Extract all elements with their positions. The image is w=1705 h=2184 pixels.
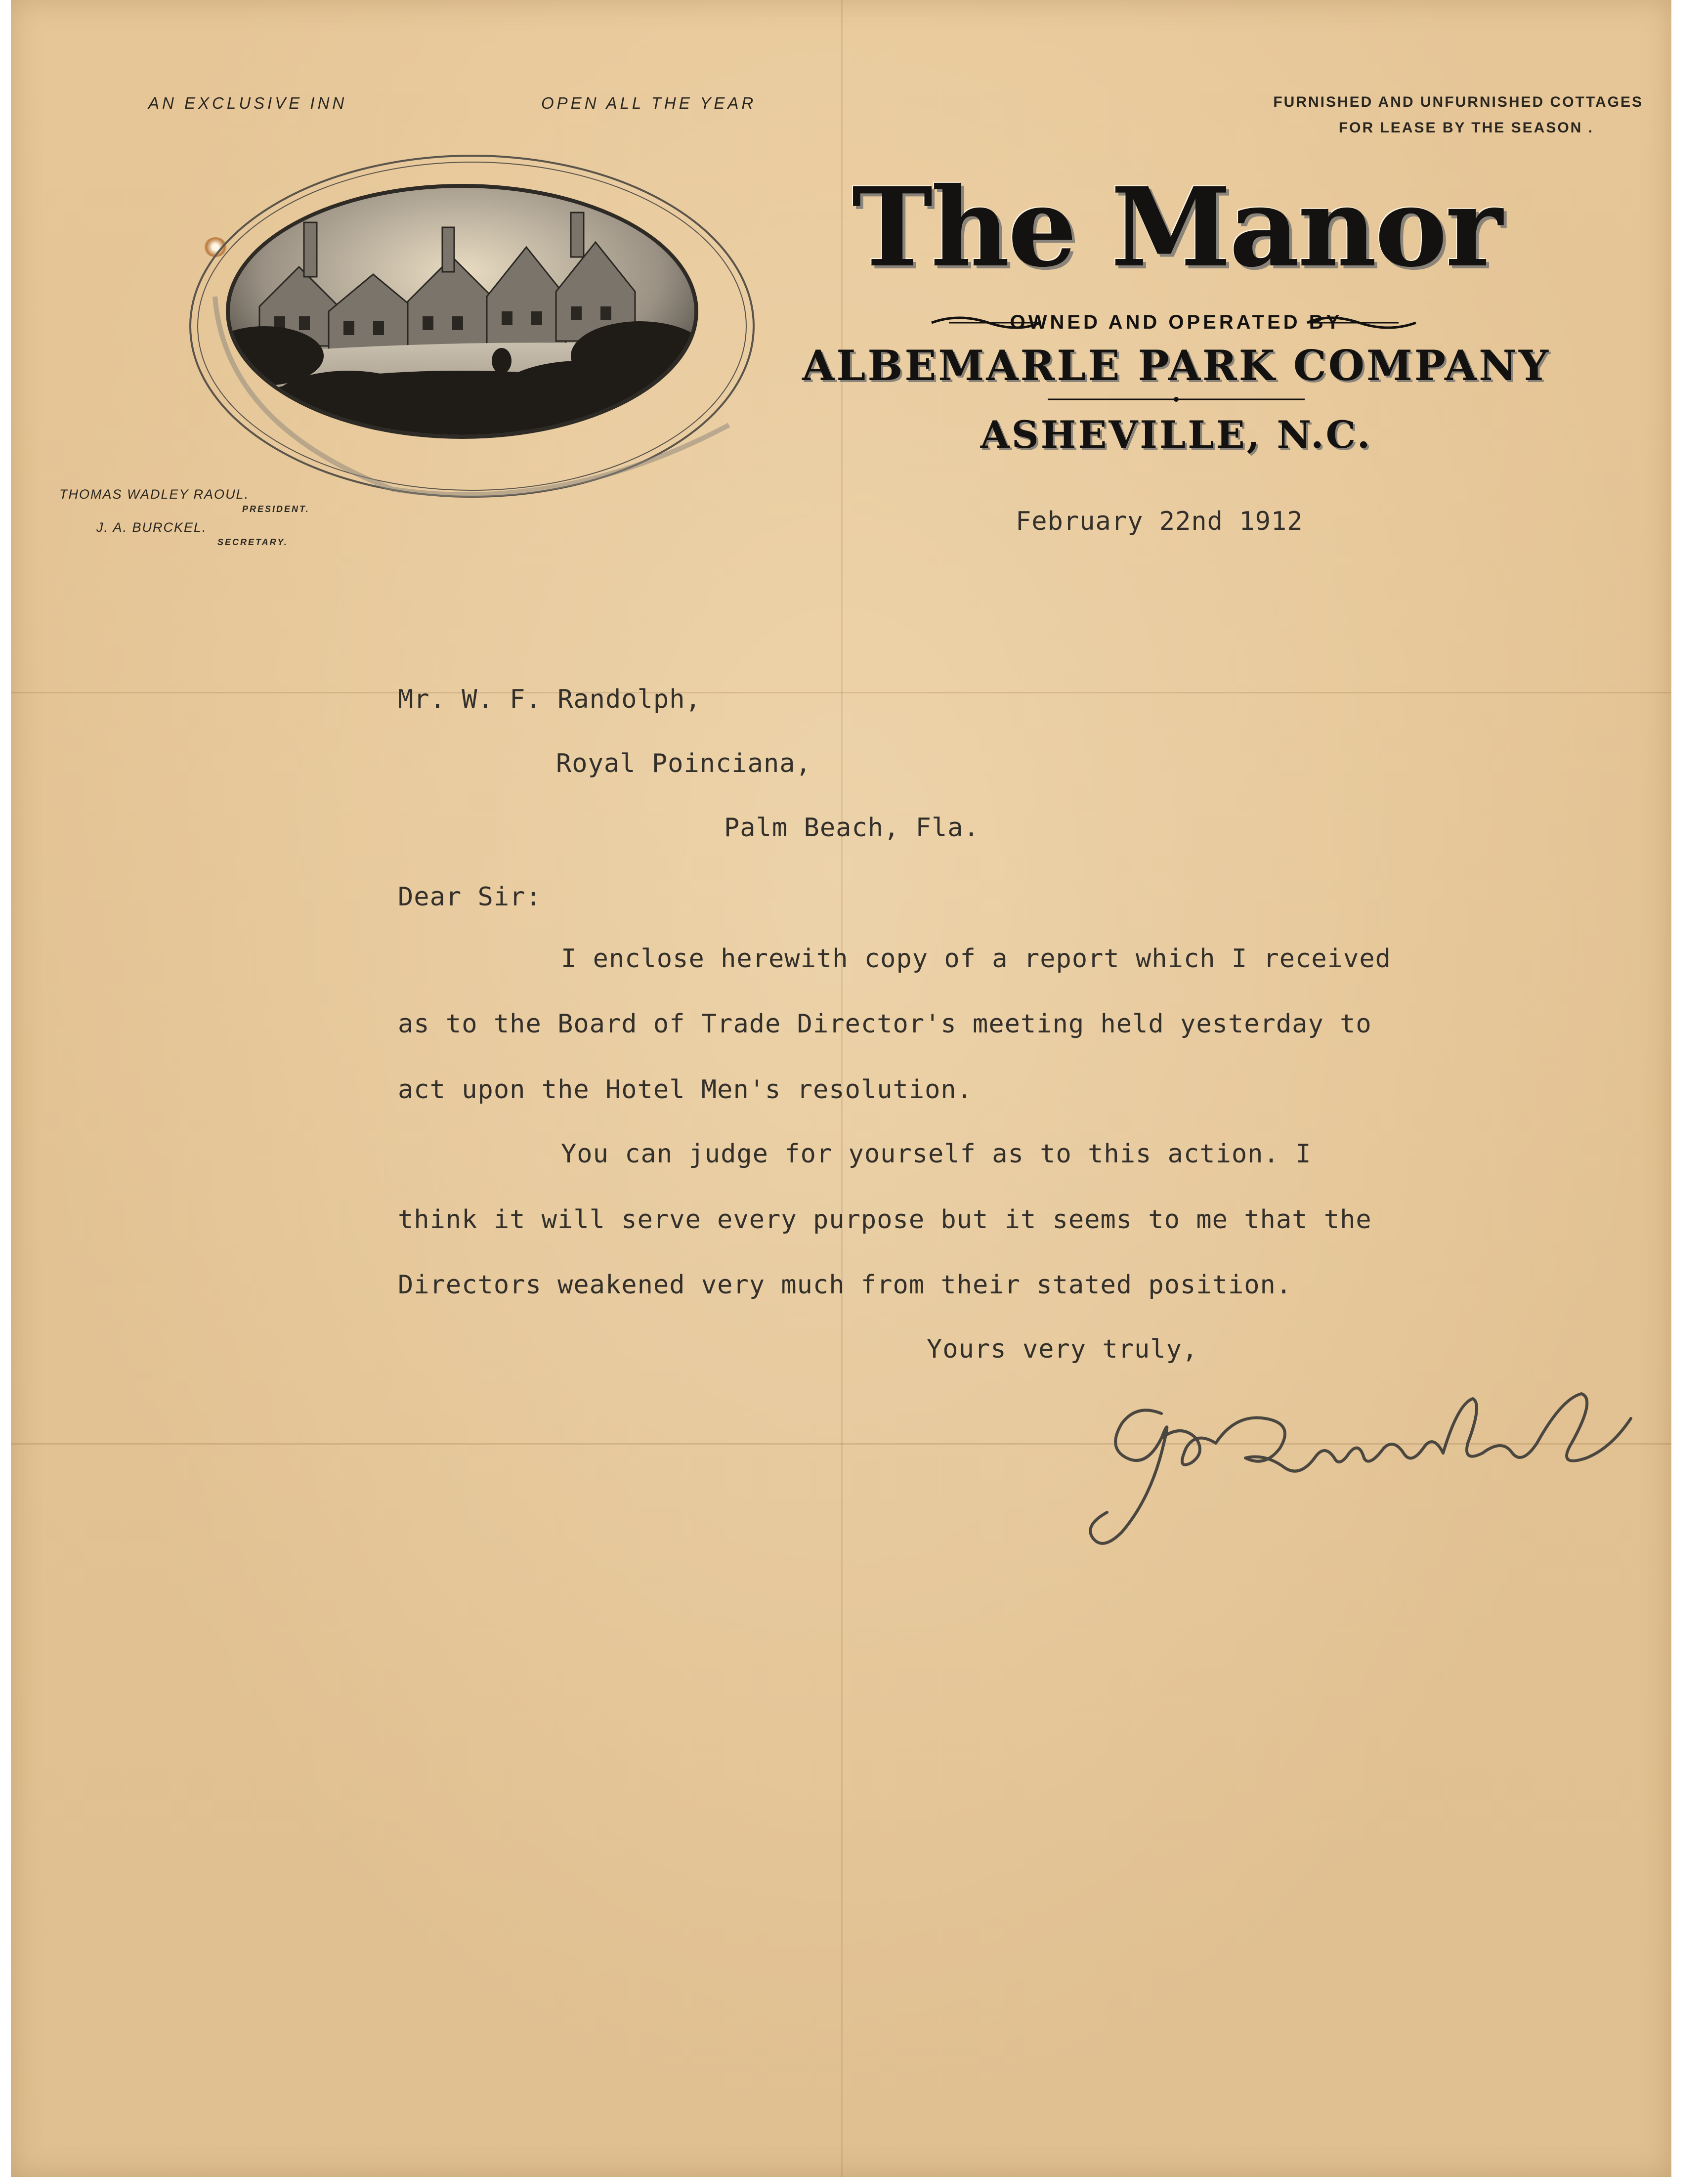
officer-name-secretary: J. A. BURCKEL. [96,520,207,535]
tagline-right-2: FOR LEASE BY THE SEASON . [1338,120,1594,136]
body-line-4: You can judge for yourself as to this action. I [561,1139,1312,1169]
salutation: Dear Sir: [398,882,542,912]
recipient-line-1: Mr. W. F. Randolph, [398,685,701,714]
city-name: ASHEVILLE, N.C. [980,413,1372,457]
letter-date: February 22nd 1912 [1016,507,1303,536]
officer-name-president: THOMAS WADLEY RAOUL. [59,487,250,502]
handwritten-signature [1048,1384,1665,1557]
officer-title-secretary: SECRETARY. [217,537,288,547]
hotel-name-title: The Manor [852,163,1501,291]
divider-rule [1048,394,1305,404]
tagline-right-1: FURNISHED AND UNFURNISHED COTTAGES [1273,94,1643,110]
hotel-vignette-image [185,148,759,504]
recipient-line-2: Royal Poinciana, [556,749,811,778]
owned-operated-by-text: OWNED AND OPERATED BY [1010,311,1343,333]
body-line-5: think it will serve every purpose but it seems to me that the [398,1205,1372,1235]
tagline-center: OPEN ALL THE YEAR [541,94,757,112]
body-line-3: act upon the Hotel Men's resolution. [398,1075,973,1105]
tagline-left: AN EXCLUSIVE INN [148,94,347,112]
body-line-6: Directors weakened very much from their stated position. [398,1270,1292,1300]
company-name: ALBEMARLE PARK COMPANY [802,341,1550,390]
officer-title-president: PRESIDENT. [242,504,310,514]
body-line-2: as to the Board of Trade Director's meeting held yesterday to [398,1009,1372,1039]
body-line-1: I enclose herewith copy of a report which I received [561,944,1391,974]
closing: Yours very truly, [927,1334,1198,1364]
recipient-line-3: Palm Beach, Fla. [724,813,980,843]
